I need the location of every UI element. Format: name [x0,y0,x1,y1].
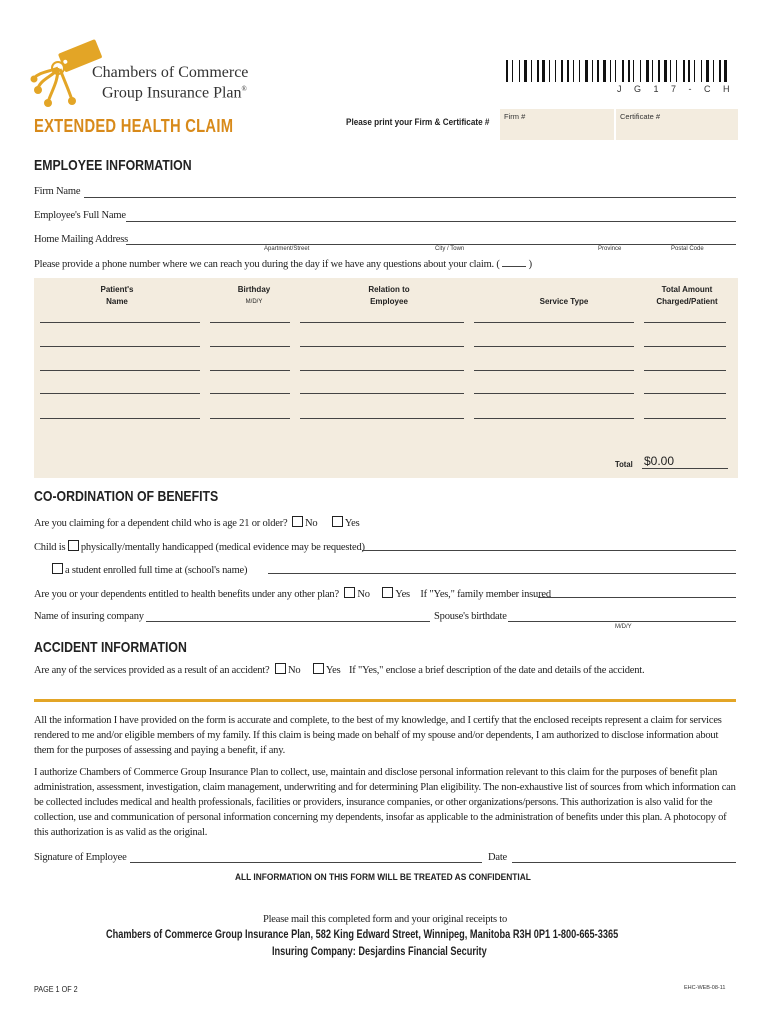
date-label: Date [488,852,508,863]
employee-section-heading: EMPLOYEE INFORMATION [34,157,192,174]
page-number: PAGE 1 OF 2 [34,984,78,994]
certificate-number-label: Certificate # [620,112,661,121]
print-instruction: Please print your Firm & Certificate # [346,117,490,128]
claim-row-4-birthday-field[interactable] [210,393,290,394]
claim-row-2-service-type-field[interactable] [474,346,634,347]
col-header-service: Service Type [539,297,589,306]
claim-row-1-amount-field[interactable] [644,322,726,323]
accident-yes-label: Yes [325,665,341,676]
student-row [52,563,247,576]
family-member-label: If "Yes," family member insured [420,589,551,600]
student-checkbox[interactable] [52,563,63,574]
claim-row-4-service-type-field[interactable] [474,393,634,394]
claim-row-4-relation-field[interactable] [300,393,464,394]
total-label: Total [615,459,633,469]
mail-instruction: Please mail this completed form and your original receipts to [262,914,508,925]
firm-name-label: Firm Name [34,186,81,197]
dependent-yes-label: Yes [344,518,360,529]
claim-row-1-service-type-field[interactable] [474,322,634,323]
spouse-birthdate-label: Spouse's birthdate [434,611,507,622]
spouse-birthdate-field[interactable] [508,621,736,622]
dependent-no-checkbox[interactable] [292,516,303,527]
handicapped-checkbox[interactable] [68,540,79,551]
claim-row-3-service-type-field[interactable] [474,370,634,371]
col-header-patient: Patient's Name [100,285,134,306]
accident-yes-checkbox[interactable] [313,663,324,674]
claim-row-3-relation-field[interactable] [300,370,464,371]
apt-street-label: Apartment/Street [264,246,310,252]
student-label: a student enrolled full time at (school's name) [65,565,248,576]
postal-code-label: Postal Code [671,246,704,252]
col-header-birthday: Birthday M/D/Y [237,285,271,305]
claim-row-2-patient-name-field[interactable] [40,346,200,347]
col-header-relation: Relation to Employee [368,285,410,306]
other-plan-no-checkbox[interactable] [344,587,355,598]
barcode [506,60,732,82]
dependent-yes-checkbox[interactable] [332,516,343,527]
signature-label: Signature of Employee [34,852,127,863]
claim-row-5-amount-field[interactable] [644,418,726,419]
claim-row-4-amount-field[interactable] [644,393,726,394]
claim-row-1-patient-name-field[interactable] [40,322,200,323]
total-value: $0.00 [644,454,675,468]
barcode-text: J G 1 7 - C H [617,84,735,94]
child-is-label: Child is [34,542,66,553]
handicapped-details-field[interactable] [362,550,736,551]
handicapped-label: physically/mentally handicapped (medical evidence may be requested) [80,542,365,553]
certificate-number-box[interactable] [616,109,738,140]
claim-row-5-birthday-field[interactable] [210,418,290,419]
dependent-question-row [34,516,360,529]
city-town-label: City / Town [435,246,465,252]
claim-row-2-birthday-field[interactable] [210,346,290,347]
date-field[interactable] [512,862,736,863]
family-member-field[interactable] [538,597,736,598]
claim-row-2-relation-field[interactable] [300,346,464,347]
col-header-total: Total Amount Charged/Patient [656,285,718,306]
logo-wordmark [92,64,248,101]
home-address-label: Home Mailing Address [34,234,128,245]
section-divider [34,699,736,702]
phone-area-code-field[interactable] [502,258,526,267]
form-title: EXTENDED HEALTH CLAIM [34,116,234,136]
claim-row-2-amount-field[interactable] [644,346,726,347]
total-value-field[interactable] [642,454,728,469]
coordination-section-heading: CO-ORDINATION OF BENEFITS [34,488,219,505]
insuring-company-field[interactable] [146,621,430,622]
spouse-birthdate-format: M/D/Y [615,624,632,630]
child-status-row [34,540,365,553]
claim-row-5-relation-field[interactable] [300,418,464,419]
signature-field[interactable] [130,862,482,863]
registered-mark: ® [241,85,247,93]
other-plan-row [34,587,551,600]
accident-no-checkbox[interactable] [275,663,286,674]
accident-question: Are any of the services provided as a result of an accident? [34,665,270,676]
other-plan-no-label: No [357,589,370,600]
claim-row-5-patient-name-field[interactable] [40,418,200,419]
other-plan-yes-label: Yes [395,589,410,600]
form-code: EHC-WEB-08-11 [684,985,726,991]
claim-row-1-relation-field[interactable] [300,322,464,323]
school-name-field[interactable] [268,573,736,574]
dependent-no-label: No [304,518,318,529]
claim-row-1-birthday-field[interactable] [210,322,290,323]
logo-line1: Chambers of Commerce [92,64,249,81]
firm-number-box[interactable] [500,109,614,140]
dependent-question: Are you claiming for a dependent child who is age 21 or older? [34,518,288,529]
declaration-paragraph-2: I authorize Chambers of Commerce Group Insurance Plan to collect, use, maintain and disclose personal information relevant to this claim for the purposes of benefit plan administration, assessment, investigation, claim management, underwriting and for determining Plan eligibility. The non-exhaustive list of sources from which information can be collected includes medical and health professionals, facilities or providers, insurance companies, or other organizations/persons. This authorization is also valid for the collection, use and communication of personal information concerning my dependents, insofar as applicable to the administration of benefits under this plan. A photocopy of this authorization is as valid as the original. [34,767,736,838]
phone-close-paren: ) [528,259,532,270]
accident-question-row [34,663,644,676]
home-address-field[interactable] [126,244,736,245]
phone-prompt-text: Please provide a phone number where we can reach you during the day if we have any questions about your claim. ( [34,259,500,270]
logo-line2: Group Insurance Plan [102,84,242,102]
full-name-field[interactable] [126,221,736,222]
accident-no-label: No [287,665,301,676]
insuring-company-label: Name of insuring company [34,611,144,622]
phone-prompt [34,258,532,270]
confidential-notice: ALL INFORMATION ON THIS FORM WILL BE TREATED AS CONFIDENTIAL [235,872,531,883]
claim-row-3-patient-name-field[interactable] [40,370,200,371]
firm-name-field[interactable] [84,197,736,198]
accident-if-yes-note: If "Yes," enclose a brief description of the date and details of the accident. [348,665,645,676]
province-label: Province [598,246,622,252]
other-plan-yes-checkbox[interactable] [382,587,393,598]
claim-row-3-amount-field[interactable] [644,370,726,371]
firm-number-label: Firm # [504,112,526,121]
accident-section-heading: ACCIDENT INFORMATION [34,639,187,656]
full-name-label: Employee's Full Name [34,210,126,221]
claim-row-5-service-type-field[interactable] [474,418,634,419]
declaration-paragraph-1: All the information I have provided on the form is accurate and complete, to the best of my knowledge, and I certify that the enclosed receipts represent a claim for services rendered to me and/or eligible members of my family. If this claim is being made on behalf of my spouse and/or dependents, I am authorized to disclose information about them for the purposes of assessing and paying a benefit, if any. [34,715,722,756]
claim-row-4-patient-name-field[interactable] [40,393,200,394]
claim-row-3-birthday-field[interactable] [210,370,290,371]
insuring-company-note: Insuring Company: Desjardins Financial Security [272,946,487,958]
claims-table [34,278,738,478]
other-plan-question: Are you or your dependents entitled to health benefits under any other plan? [34,589,339,600]
mailing-address: Chambers of Commerce Group Insurance Plan, 582 King Edward Street, Winnipeg, Manitoba R3H 0P1 1-800-665-3365 [106,929,619,941]
